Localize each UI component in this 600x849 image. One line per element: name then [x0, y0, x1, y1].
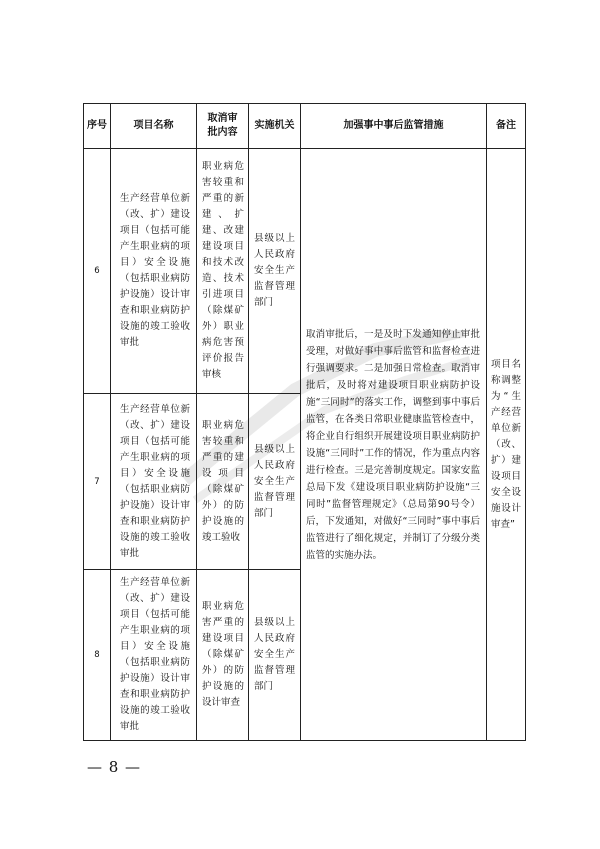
remarks-cell	[487, 149, 526, 741]
row-seq: 7	[84, 394, 111, 570]
row-content	[197, 394, 249, 570]
row-agency-text: 县级以上人民政府安全生产监督管理部门	[254, 443, 295, 519]
header-remarks: 备注	[487, 104, 526, 149]
row-agency	[249, 570, 301, 741]
table-row	[84, 149, 526, 394]
row-agency	[249, 149, 301, 394]
row-agency-text: 县级以上人民政府安全生产监督管理部门	[254, 617, 295, 692]
row-seq: 6	[84, 149, 111, 394]
header-seq: 序号	[84, 104, 111, 149]
remarks-text: 项目名称调整为“生产经营单位新（改、扩）建设项目安全设施设计审查”	[491, 358, 521, 530]
row-name-text: 生产经营单位新（改、扩）建设项目（包括可能产生职业病的项目）安全设施（包括职业病防护设施）设计审查和职业病防护设施的竣工验收审批	[120, 403, 190, 559]
row-name	[111, 394, 197, 570]
row-content-text: 职业病危害较重和严重的建设项目（除煤矿外）的防护设施的竣工验收	[202, 419, 244, 543]
header-name: 项目名称	[111, 104, 197, 149]
row-name-text: 生产经营单位新（改、扩）建设项目（包括可能产生职业病的项目）安全设施（包括职业病防护设施）设计审查和职业病防护设施的竣工验收审批	[120, 577, 190, 732]
row-content	[197, 570, 249, 741]
row-name	[111, 149, 197, 394]
row-content-text: 职业病危害较重和严重的新建、扩建、改建建设项目和技术改造、技术引进项目（除煤矿外）职业病危害预评价报告审核	[202, 161, 244, 380]
row-content-text: 职业病危害严重的建设项目（除煤矿外）的防护设施的设计审查	[202, 601, 244, 708]
row-agency	[249, 394, 301, 570]
header-measures: 加强事中事后监管措施	[301, 104, 487, 149]
page-number: — 8 —	[86, 758, 142, 776]
header-cancelled-content-text: 取消审批内容	[207, 113, 238, 138]
table-header-row	[84, 104, 526, 149]
row-name-text: 生产经营单位新（改、扩）建设项目（包括可能产生职业病的项目）安全设施（包括职业病防护设施）设计审查和职业病防护设施的竣工验收审批	[120, 193, 190, 348]
row-name	[111, 570, 197, 741]
approval-table	[83, 103, 526, 741]
row-agency-text: 县级以上人民政府安全生产监督管理部门	[254, 233, 295, 308]
header-cancelled-content	[197, 104, 249, 149]
row-content	[197, 149, 249, 394]
measures-text: 取消审批后，一是及时下发通知停止审批受理，对做好事中事后监管和监督检查进行强调要求。二是加强日常检查。取消审批后，及时将对建设项目职业病防护设施“三同时”的落实工作，调整到事中事后监管，在各类日常职业健康监管检查中，将企业自行组织开展建设项目职业病防护设施“三同时”工作的情况，作为重点内容进行检查。三是完善制度规定。国家安监总局下发《建设项目职业病防护设施“三同时”监督管理规定》（总局第90号令）后，下发通知，对做好“三同时”事中事后监管进行了细化规定，并制订了分级分类监管的实施办法。	[306, 328, 480, 561]
measures-cell	[301, 149, 487, 741]
header-agency: 实施机关	[249, 104, 301, 149]
row-seq: 8	[84, 570, 111, 741]
